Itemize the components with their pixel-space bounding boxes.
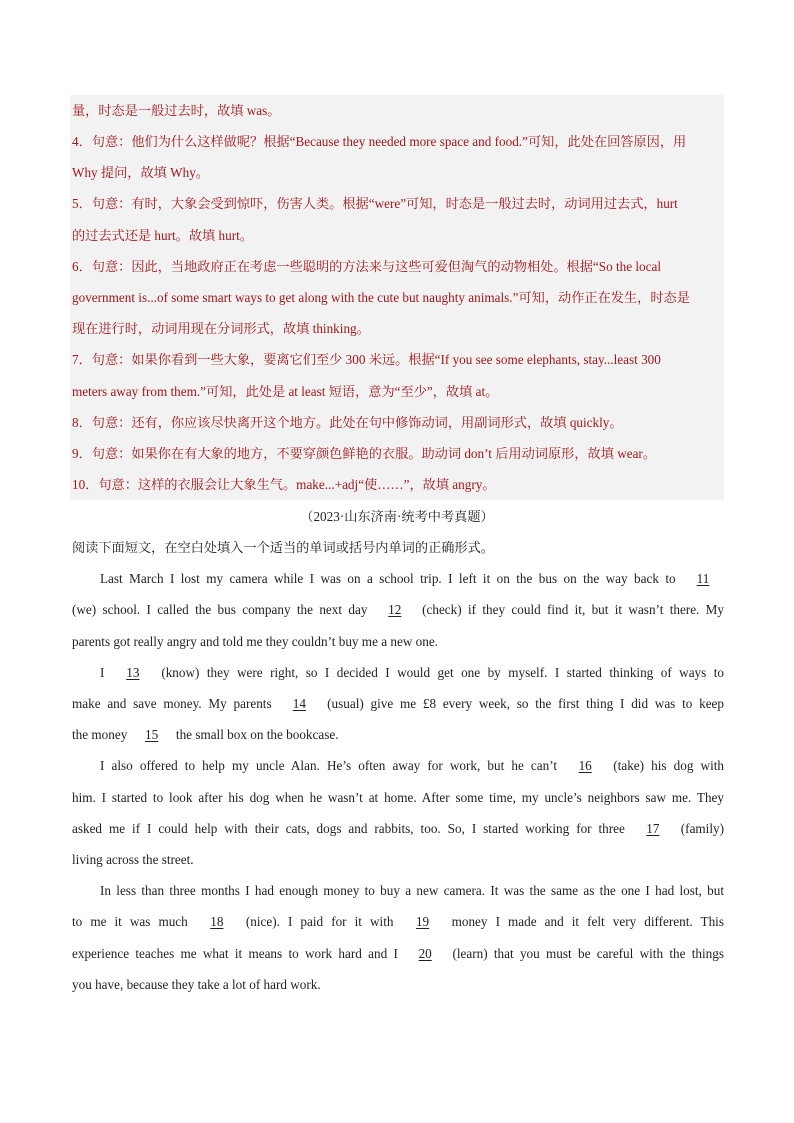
question-source: （2023·山东济南·统考中考真题） [300,509,494,524]
passage-text: Last March I lost my camera while I was on a school trip. I left it on the bus on the way back to [100,571,682,586]
passage-text: (know) they were right, so I decided I would get one by myself. I started thinking of ways to [153,665,724,680]
passage-line [72,663,724,683]
passage-line [72,788,724,808]
blank-20[interactable]: 20 [418,946,432,961]
passage-text: living across the street. [72,852,194,867]
passage-text: experience teaches me what it means to work hard and I [72,946,405,961]
passage-line [72,850,724,870]
blank-14[interactable]: 14 [292,696,306,711]
answer-line: 量，时态是一般过去时，故填 was。 [72,103,281,118]
passage-text: asked me if I could help with their cats, dogs and rabbits, too. So, I started working for three [72,821,632,836]
passage-text: (we) school. I called the bus company the next day [72,602,374,617]
answer-line: 5．句意：有时，大象会受到惊吓，伤害人类。根据“were”可知，时态是一般过去时，动词用过去式，hurt [72,196,678,211]
passage-line [72,569,724,589]
answer-line: 的过去式还是 hurt。故填 hurt。 [72,228,253,243]
passage-line [72,944,724,964]
passage-line [72,881,724,901]
passage-text: to me it was much [72,914,196,929]
blank-12[interactable]: 12 [388,602,402,617]
answer-line: Why 提问，故填 Why。 [72,165,209,180]
answer-line: 现在进行时，动词用现在分词形式，故填 thinking。 [72,321,370,336]
answer-line: 10．句意：这样的衣服会让大象生气。make...+adj“使……”，故填 angry。 [72,477,496,492]
answer-line: 8．句意：还有，你应该尽快离开这个地方。此处在句中修饰动词，用副词形式，故填 quickly。 [72,415,623,430]
answer-line: 4．句意：他们为什么这样做呢？根据“Because they needed more space and food.”可知，此处在回答原因，用 [72,134,687,149]
blank-11[interactable]: 11 [696,571,710,586]
blank-15[interactable]: 15 [145,727,159,742]
passage-text: parents got really angry and told me they couldn’t buy me a new one. [72,634,438,649]
passage-line [72,819,724,839]
passage-text: you have, because they take a lot of hard work. [72,977,321,992]
passage-line [72,632,724,652]
passage-line [72,756,724,776]
passage-line [72,975,724,995]
passage-line [72,694,724,714]
passage-text: In less than three months I had enough money to buy a new camera. It was the same as the one I had lost, but [100,883,724,898]
answer-line: meters away from them.”可知，此处是 at least 短语，意为“至少”，故填 at。 [72,384,499,399]
answer-line: government is...of some smart ways to get along with the cute but naughty animals.”可知，动作正在发生，时态是 [72,290,690,305]
blank-16[interactable]: 16 [578,758,592,773]
blank-17[interactable]: 17 [646,821,660,836]
passage-text: the money [72,727,131,742]
passage-text: him. I started to look after his dog when he wasn’t at home. After some time, my uncle’s neighbors saw me. They [72,790,724,805]
passage-text: make and save money. My parents [72,696,279,711]
blank-19[interactable]: 19 [415,914,430,929]
passage-text: (nice). I paid for it with [237,914,402,929]
passage-text: (learn) that you must be careful with the things [446,946,724,961]
passage-text: money I made and it felt very different. This [443,914,724,929]
passage-line [72,725,724,745]
passage-line [72,600,724,620]
passage-text: (take) his dog with [606,758,724,773]
passage-text: (usual) give me £8 every week, so the first thing I did was to keep [320,696,724,711]
answer-line: 7．句意：如果你看到一些大象，要离它们至少 300 米远。根据“If you see some elephants, stay...least 300 [72,352,661,367]
answer-line: 6．句意：因此，当地政府正在考虑一些聪明的方法来与这些可爱但淘气的动物相处。根据“So the local [72,259,662,274]
passage-text: (family) [673,821,724,836]
passage-text: I [100,665,112,680]
answer-line: 9．句意：如果你在有大象的地方，不要穿颜色鲜艳的衣服。助动词 don’t 后用动词原形，故填 wear。 [72,446,657,461]
question-instruction: 阅读下面短文，在空白处填入一个适当的单词或括号内单词的正确形式。 [72,540,494,555]
passage-text: I also offered to help my uncle Alan. He’s often away for work, but he can’t [100,758,565,773]
passage-line [72,912,724,932]
blank-13[interactable]: 13 [126,665,140,680]
passage-text: the small box on the bookcase. [172,727,339,742]
blank-18[interactable]: 18 [210,914,224,929]
passage-text: (check) if they could find it, but it wasn’t there. My [415,602,724,617]
